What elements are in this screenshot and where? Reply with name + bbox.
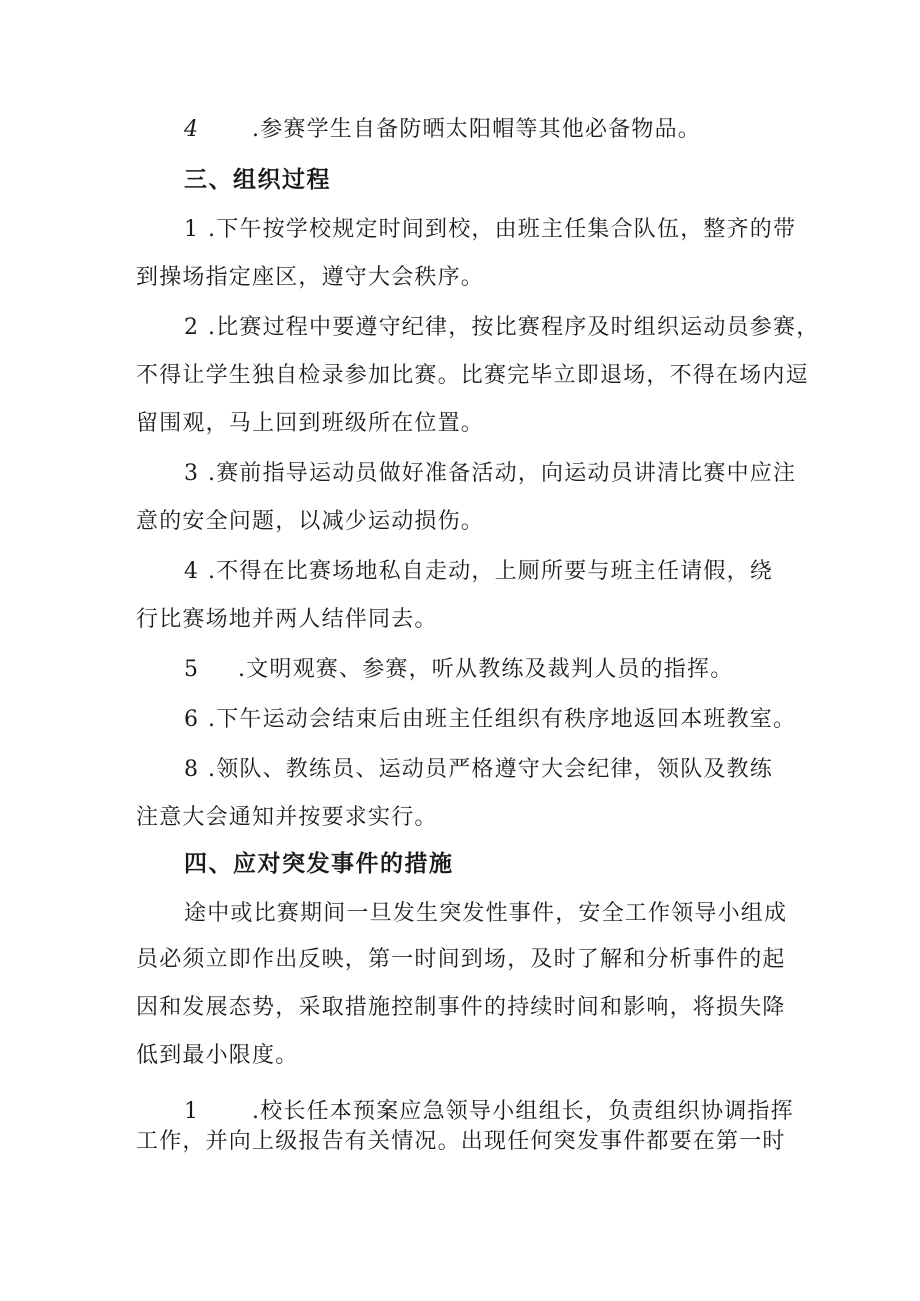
item-text: .校长任本预案应急领导小组组长，负责组织协调指挥 [252, 1099, 794, 1124]
item-text: .领队、教练员、运动员严格遵守大会纪律，领队及教练 [208, 757, 773, 782]
item-text: .下午运动会结束后由班主任组织有秩序地返回本班教室。 [208, 707, 797, 732]
paragraph-line: 工作，并向上级报告有关情况。出现任何突发事件都要在第一时 [136, 1129, 786, 1154]
list-item [184, 114, 792, 146]
paragraph-line: 行比赛场地并两人结伴同去。 [136, 607, 438, 632]
paragraph-line: 员必须立即作出反映，第一时间到场，及时了解和分析事件的起 [136, 947, 786, 972]
paragraph-line [184, 556, 792, 588]
paragraph-line [184, 458, 797, 490]
paragraph-line: 意的安全问题，以减少运动损伤。 [136, 509, 485, 534]
item-number: 3 [184, 461, 198, 486]
item-number: 5 [184, 657, 198, 682]
item-number: 1 [184, 217, 198, 242]
item-number: 6 [184, 707, 198, 732]
item-number: 4 [184, 117, 198, 142]
item-text: .文明观赛、参赛，听从教练及裁判人员的指挥。 [238, 657, 734, 682]
paragraph-line: 留围观，马上回到班级所在位置。 [136, 411, 485, 436]
item-number: 8 [184, 757, 198, 782]
paragraph-line [184, 214, 797, 246]
item-text: .赛前指导运动员做好准备活动，向运动员讲清比赛中应注 [208, 461, 797, 486]
paragraph-line: 低到最小限度。 [136, 1043, 299, 1068]
paragraph-line: 不得让学生独自检录参加比赛。比赛完毕立即退场，不得在场内逗 [136, 363, 809, 388]
paragraph-line: 途中或比赛期间一旦发生突发性事件，安全工作领导小组成 [184, 901, 788, 926]
paragraph-line: 到操场指定座区，遵守大会秩序。 [136, 265, 485, 290]
section-heading: 四、应对突发事件的措施 [184, 851, 454, 877]
item-text: .不得在比赛场地私自走动，上厕所要与班主任请假，绕 [208, 559, 773, 584]
item-text: .参赛学生自备防晒太阳帽等其他必备物品。 [252, 117, 701, 142]
item-number: 2 [184, 315, 198, 340]
item-text: .比赛过程中要遵守纪律，按比赛程序及时组织运动员参赛， [208, 315, 820, 340]
paragraph-line [184, 654, 792, 686]
paragraph-line [184, 704, 797, 736]
paragraph-line [184, 754, 792, 786]
item-number: 1 [184, 1099, 198, 1124]
item-number: 4 [184, 559, 198, 584]
item-text: .下午按学校规定时间到校，由班主任集合队伍，整齐的带 [208, 217, 797, 242]
section-heading: 三、组织过程 [184, 167, 331, 193]
paragraph-line [184, 312, 820, 344]
paragraph-line: 注意大会通知并按要求实行。 [136, 805, 438, 830]
paragraph-line: 因和发展态势，采取措施控制事件的持续时间和影响，将损失降 [136, 995, 786, 1020]
paragraph-line [184, 1096, 792, 1128]
